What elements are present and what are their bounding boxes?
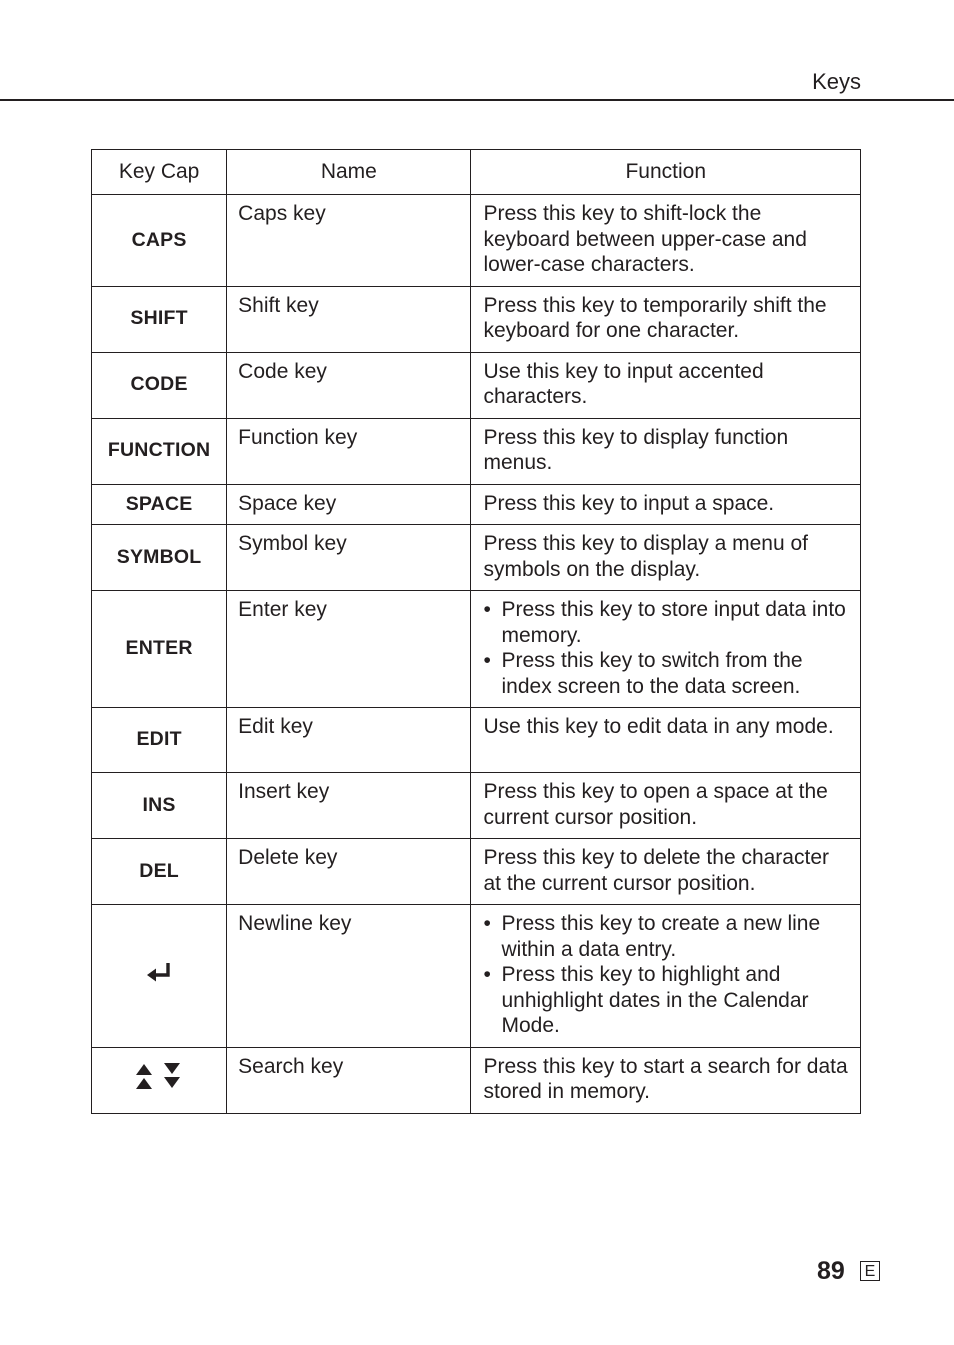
key-function: Press this key to start a search for data stored in memory. xyxy=(471,1047,861,1113)
table-row xyxy=(92,591,861,708)
key-cap-function: FUNCTION xyxy=(92,418,227,484)
key-function: Press this key to display function menus. xyxy=(471,418,861,484)
key-name: Insert key xyxy=(227,773,471,839)
key-name: Shift key xyxy=(227,286,471,352)
key-name: Caps key xyxy=(227,195,471,287)
table-row xyxy=(92,418,861,484)
key-name: Delete key xyxy=(227,839,471,905)
language-marker: E xyxy=(860,1261,880,1281)
function-bullet-list xyxy=(483,597,852,699)
key-function: Press this key to temporarily shift the keyboard for one character. xyxy=(471,286,861,352)
key-name: Code key xyxy=(227,352,471,418)
search-arrows-icon xyxy=(134,1062,184,1098)
key-cap-edit: EDIT xyxy=(92,708,227,773)
table-row xyxy=(92,708,861,773)
key-name: Search key xyxy=(227,1047,471,1113)
key-cap-search xyxy=(92,1047,227,1113)
table-row xyxy=(92,352,861,418)
key-name: Function key xyxy=(227,418,471,484)
header-key-cap: Key Cap xyxy=(92,150,227,195)
key-function: Use this key to input accented characters. xyxy=(471,352,861,418)
header-function: Function xyxy=(471,150,861,195)
function-bullet-list xyxy=(483,911,852,1039)
table-row xyxy=(92,1047,861,1113)
header-name: Name xyxy=(227,150,471,195)
key-function: Press this key to input a space. xyxy=(471,484,861,525)
header-rule xyxy=(0,99,954,101)
key-function: Press this key to display a menu of symbols on the display. xyxy=(471,525,861,591)
page-number: 89 xyxy=(817,1257,845,1285)
list-item: • Press this key to switch from the index screen to the data screen. xyxy=(483,648,852,699)
list-item: • Press this key to create a new line within a data entry. xyxy=(483,911,852,962)
key-cap-enter: ENTER xyxy=(92,591,227,708)
table-header-row xyxy=(92,150,861,195)
key-cap-space: SPACE xyxy=(92,484,227,525)
table-row xyxy=(92,773,861,839)
key-name: Newline key xyxy=(227,905,471,1048)
table-row xyxy=(92,905,861,1048)
key-function: Press this key to shift-lock the keyboard between upper-case and lower-case characters. xyxy=(471,195,861,287)
list-item: • Press this key to store input data into memory. xyxy=(483,597,852,648)
table-row xyxy=(92,525,861,591)
key-function: Press this key to delete the character at the current cursor position. xyxy=(471,839,861,905)
table-row xyxy=(92,484,861,525)
key-function: Use this key to edit data in any mode. xyxy=(471,708,861,773)
key-cap-caps: CAPS xyxy=(92,195,227,287)
list-item: • Press this key to highlight and unhighlight dates in the Calendar Mode. xyxy=(483,962,852,1039)
key-name: Symbol key xyxy=(227,525,471,591)
key-name: Space key xyxy=(227,484,471,525)
key-name: Edit key xyxy=(227,708,471,773)
key-cap-newline xyxy=(92,905,227,1048)
key-function xyxy=(471,591,861,708)
key-function xyxy=(471,905,861,1048)
key-function: Press this key to open a space at the current cursor position. xyxy=(471,773,861,839)
newline-arrow-icon xyxy=(146,961,172,991)
table-row xyxy=(92,195,861,287)
key-cap-code: CODE xyxy=(92,352,227,418)
key-cap-del: DEL xyxy=(92,839,227,905)
running-header: Keys xyxy=(812,69,861,94)
key-cap-ins: INS xyxy=(92,773,227,839)
key-name: Enter key xyxy=(227,591,471,708)
key-cap-symbol: SYMBOL xyxy=(92,525,227,591)
table-row xyxy=(92,839,861,905)
table-row xyxy=(92,286,861,352)
keys-table xyxy=(91,149,861,1114)
key-cap-shift: SHIFT xyxy=(92,286,227,352)
